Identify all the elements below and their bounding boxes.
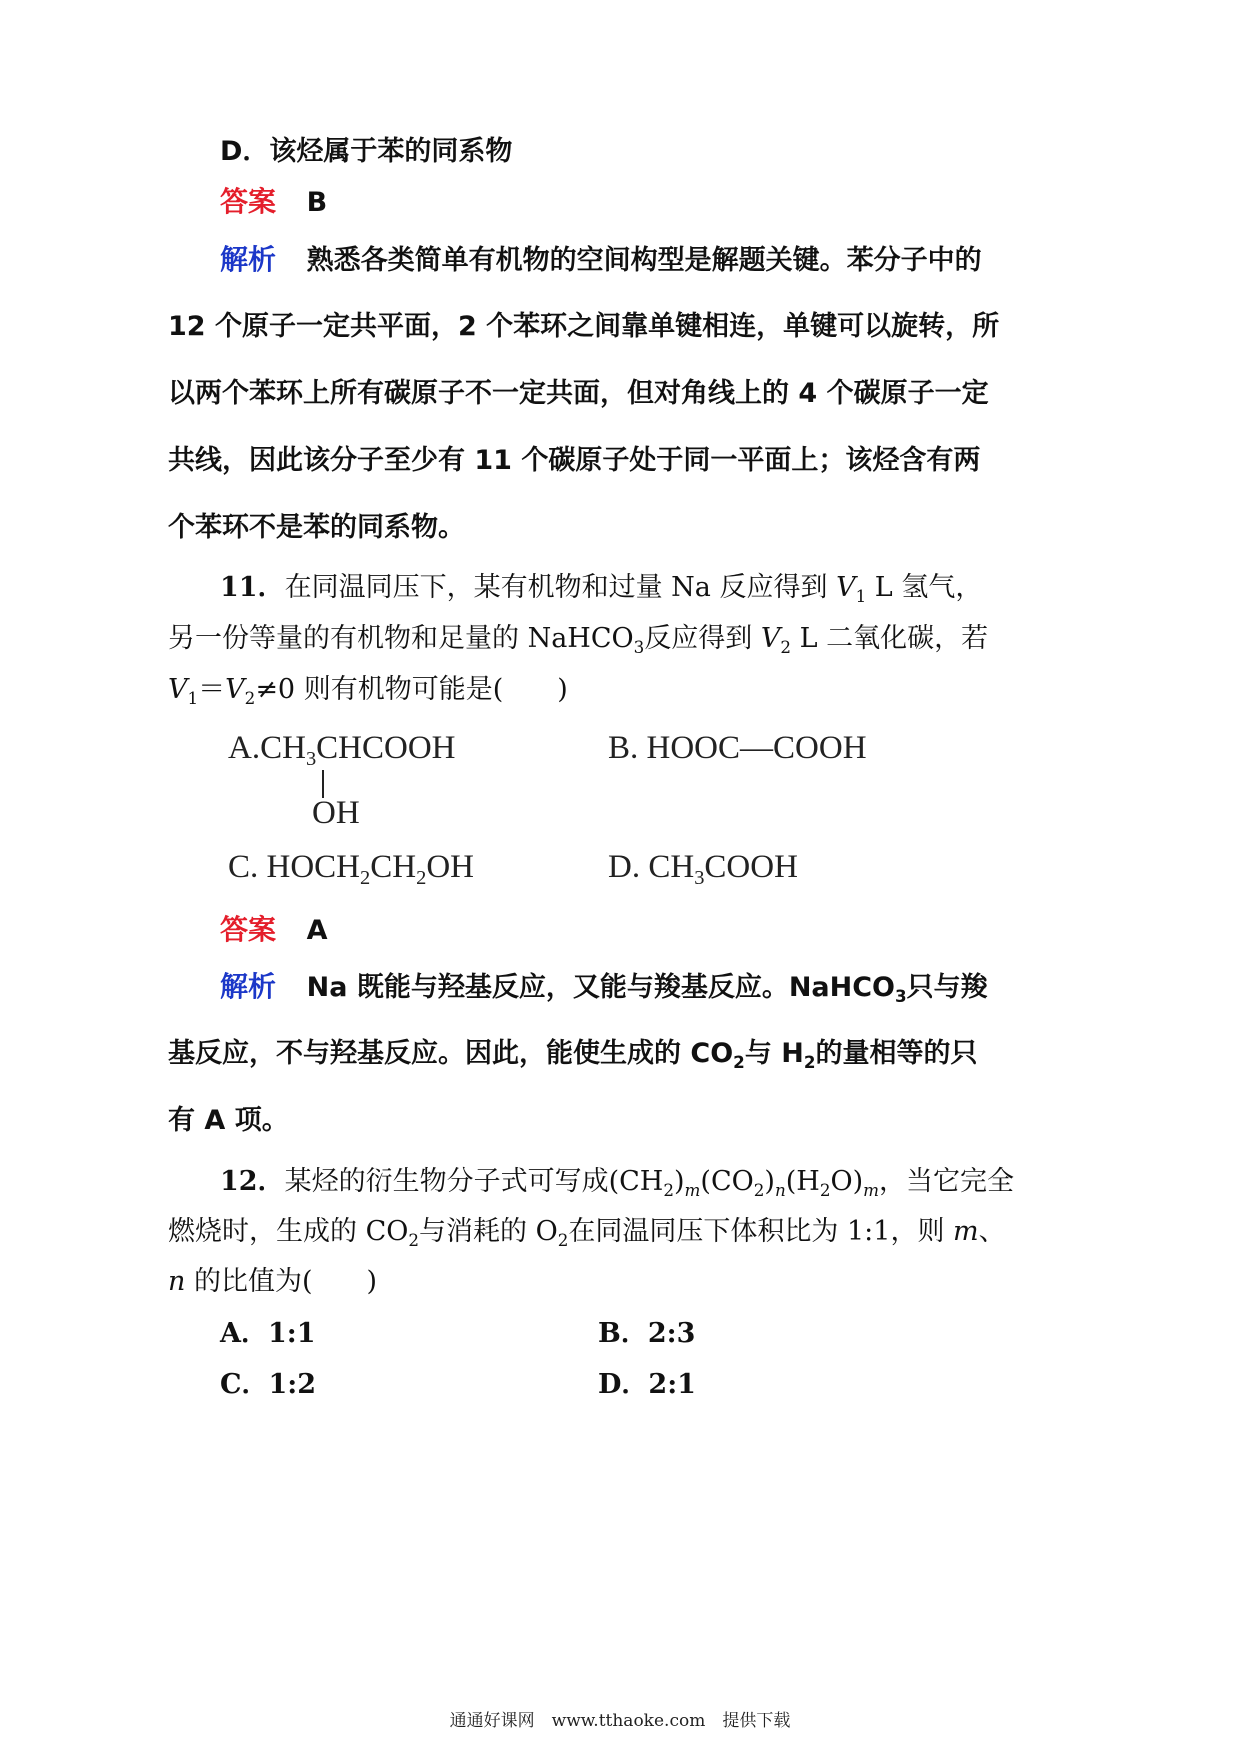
- question-number: 11．: [220, 572, 285, 603]
- q11-stem-line-1: 11．在同温同压下，某有机物和过量 Na 反应得到 $V_1$ L 氢气，: [220, 572, 983, 606]
- answer-label: 答案: [220, 913, 277, 946]
- q12-stem-line-3: n 的比值为( ): [168, 1266, 378, 1297]
- q11-option-a: $A.CH_3CHCOOH$: [228, 730, 456, 771]
- q10-analysis-line-1: 解析 熟悉各类简单有机物的空间构型是解题关键。苯分子中的: [220, 243, 982, 276]
- q12-option-d: D．2:1: [598, 1369, 696, 1400]
- q10-analysis-line-3: 以两个苯环上所有碳原子不一定共面，但对角线上的 4 个碳原子一定: [168, 378, 989, 409]
- q11-option-c: C. $HOCH_2CH_2OH$: [228, 849, 474, 890]
- q11-option-b: B. HOOC—COOH: [608, 730, 867, 766]
- q11-answer-row: [220, 910, 328, 951]
- q11-stem-line-2: 另一份等量的有机物和足量的 NaHCO$_3$反应得到 $V_2$ L 二氧化碳，若: [168, 623, 989, 657]
- q11-analysis-line-1: 解析 Na 既能与羟基反应，又能与羧基反应。NaHCO$_3$只与羧: [220, 970, 988, 1006]
- q11-option-a-branch: OH: [312, 795, 360, 831]
- prev-option-d: D．该烃属于苯的同系物: [220, 136, 513, 167]
- q11-option-d: D. $CH_3COOH$: [608, 849, 798, 890]
- q12-option-b: B．2:3: [598, 1318, 696, 1349]
- bond-line: [322, 770, 324, 798]
- q10-analysis-line-2: 12 个原子一定共平面，2 个苯环之间靠单键相连，单键可以旋转，所: [168, 311, 1000, 342]
- answer-value: A: [306, 915, 328, 946]
- page-footer: 通通好课网 www.tthaoke.com 提供下载: [449, 1711, 791, 1731]
- analysis-label: 解析: [220, 243, 277, 276]
- q11-analysis-line-3: 有 A 项。: [168, 1105, 289, 1136]
- q12-option-a: A．1:1: [220, 1318, 316, 1349]
- q10-analysis-line-4: 共线，因此该分子至少有 11 个碳原子处于同一平面上；该烃含有两: [168, 445, 981, 476]
- q12-stem-line-1: 12．某烃的衍生物分子式可写成$(CH_2)_m(CO_2)_n(H_2O)_m$，当它完全: [220, 1166, 1015, 1200]
- answer-label: 答案: [220, 185, 277, 218]
- q11-analysis-line-2: 基反应，不与羟基反应。因此，能使生成的 $CO_2$与 $H_2$的量相等的只: [168, 1038, 978, 1072]
- question-number: 12．: [220, 1166, 285, 1197]
- q11-stem-line-3: $V_1=V_2\ne 0$ 则有机物可能是( ): [168, 674, 568, 708]
- q12-option-c: C．1:2: [220, 1369, 317, 1400]
- q10-answer-row: [220, 182, 327, 223]
- analysis-label: 解析: [220, 970, 277, 1003]
- answer-value: B: [306, 187, 328, 218]
- q10-analysis-line-5: 个苯环不是苯的同系物。: [168, 512, 465, 543]
- q12-stem-line-2: 燃烧时，生成的 $CO_2$与消耗的 $O_2$在同温同压下体积比为 1:1，则 m、: [168, 1216, 1006, 1250]
